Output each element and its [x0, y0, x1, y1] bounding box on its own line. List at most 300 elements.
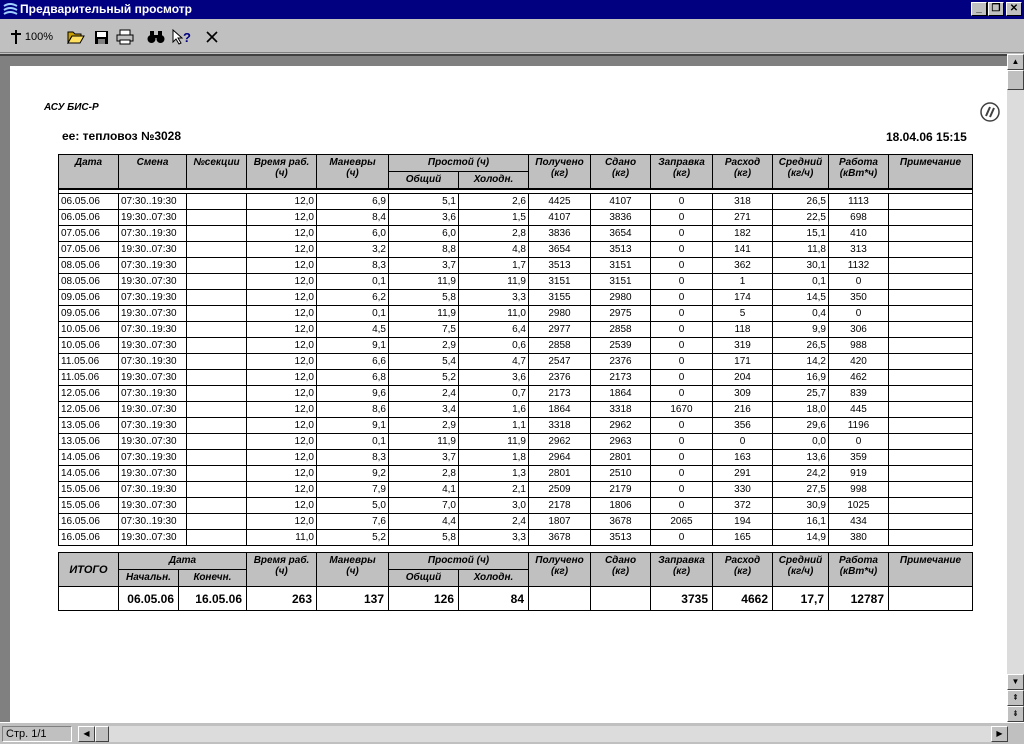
table-cell	[889, 322, 973, 338]
report-printed-at: 18.04.06 15:15	[886, 130, 967, 144]
table-cell: 26,5	[773, 194, 829, 210]
table-cell: 16,1	[773, 514, 829, 530]
table-cell: 2,6	[459, 194, 529, 210]
table-row	[59, 370, 973, 386]
totals-consumption: 4662	[713, 587, 773, 611]
table-cell: 5,4	[389, 354, 459, 370]
totals-row	[59, 587, 973, 611]
totals-col-delivered: Сдано (кг)	[591, 553, 651, 587]
table-cell: 8,3	[317, 258, 389, 274]
table-cell	[889, 258, 973, 274]
window-title: Предварительный просмотр	[20, 2, 192, 16]
table-cell: 1025	[829, 498, 889, 514]
table-cell: 15.05.06	[59, 498, 119, 514]
table-cell: 291	[713, 466, 773, 482]
table-cell: 07:30..19:30	[119, 290, 187, 306]
table-cell	[889, 418, 973, 434]
table-cell: 3678	[529, 530, 591, 546]
totals-idle-total: 126	[389, 587, 459, 611]
status-bar	[0, 722, 1024, 744]
table-cell: 0	[651, 354, 713, 370]
scroll-right-button[interactable]: ▶	[991, 726, 1008, 742]
table-cell: 174	[713, 290, 773, 306]
table-cell: 11,9	[389, 434, 459, 450]
col-received: Получено (кг)	[529, 155, 591, 189]
table-cell: 356	[713, 418, 773, 434]
table-cell: 19:30..07:30	[119, 498, 187, 514]
table-cell: 3513	[591, 242, 651, 258]
table-cell: 3,3	[459, 290, 529, 306]
table-cell: 2980	[529, 306, 591, 322]
close-preview-button[interactable]	[203, 27, 221, 47]
table-cell: 0,1	[317, 434, 389, 450]
context-help-button[interactable]	[170, 27, 192, 47]
table-cell: 07:30..19:30	[119, 194, 187, 210]
table-cell: 11.05.06	[59, 370, 119, 386]
table-cell: 2376	[529, 370, 591, 386]
table-cell: 30,1	[773, 258, 829, 274]
table-cell: 0	[651, 322, 713, 338]
table-cell: 10.05.06	[59, 338, 119, 354]
table-cell: 10.05.06	[59, 322, 119, 338]
table-cell: 0	[651, 418, 713, 434]
horizontal-scroll-thumb[interactable]	[95, 726, 109, 742]
table-cell: 5,8	[389, 530, 459, 546]
table-cell	[187, 274, 247, 290]
open-button[interactable]	[66, 27, 86, 47]
table-cell: 27,5	[773, 482, 829, 498]
scroll-down-button[interactable]: ▼	[1007, 674, 1024, 690]
table-cell	[187, 194, 247, 210]
table-cell: 998	[829, 482, 889, 498]
table-cell: 1,5	[459, 210, 529, 226]
table-cell: 12,0	[247, 210, 317, 226]
table-cell	[889, 210, 973, 226]
table-cell: 3513	[591, 530, 651, 546]
table-cell	[889, 354, 973, 370]
page-down-button[interactable]: ⇟	[1007, 706, 1024, 722]
totals-refuel: 3735	[651, 587, 713, 611]
table-row	[59, 434, 973, 450]
table-cell	[889, 434, 973, 450]
table-cell: 4,5	[317, 322, 389, 338]
table-cell: 1196	[829, 418, 889, 434]
totals-label: ИТОГО	[59, 553, 119, 587]
minimize-button[interactable]: _	[971, 2, 987, 16]
table-cell: 2065	[651, 514, 713, 530]
table-cell: 8,4	[317, 210, 389, 226]
table-cell: 29,6	[773, 418, 829, 434]
table-row	[59, 354, 973, 370]
totals-table	[58, 552, 973, 611]
table-cell: 8,3	[317, 450, 389, 466]
totals-col-work-time: Время раб. (ч)	[247, 553, 317, 587]
table-cell: 16,9	[773, 370, 829, 386]
table-cell: 2,1	[459, 482, 529, 498]
totals-received	[529, 587, 591, 611]
table-cell: 0,4	[773, 306, 829, 322]
table-cell: 0,6	[459, 338, 529, 354]
table-cell: 3,2	[317, 242, 389, 258]
table-cell: 19:30..07:30	[119, 306, 187, 322]
table-cell: 362	[713, 258, 773, 274]
table-cell	[889, 530, 973, 546]
table-cell: 07.05.06	[59, 242, 119, 258]
totals-col-refuel: Заправка (кг)	[651, 553, 713, 587]
table-cell: 2,8	[389, 466, 459, 482]
table-cell	[889, 386, 973, 402]
table-cell: 306	[829, 322, 889, 338]
table-cell: 3,4	[389, 402, 459, 418]
table-cell: 0	[651, 210, 713, 226]
table-cell: 9,2	[317, 466, 389, 482]
table-cell: 2,4	[459, 514, 529, 530]
table-cell: 9,1	[317, 418, 389, 434]
table-cell: 4107	[591, 194, 651, 210]
table-cell: 15,1	[773, 226, 829, 242]
table-cell: 12,0	[247, 354, 317, 370]
table-cell	[187, 530, 247, 546]
table-cell: 2509	[529, 482, 591, 498]
table-cell: 12,0	[247, 306, 317, 322]
table-cell: 204	[713, 370, 773, 386]
table-cell: 445	[829, 402, 889, 418]
table-cell: 1,7	[459, 258, 529, 274]
table-cell: 0	[829, 274, 889, 290]
table-cell: 19:30..07:30	[119, 402, 187, 418]
table-cell: 09.05.06	[59, 306, 119, 322]
totals-col-idle: Простой (ч)	[389, 553, 529, 570]
col-work-time: Время раб. (ч)	[247, 155, 317, 189]
table-cell: 07:30..19:30	[119, 322, 187, 338]
table-cell: 0	[651, 290, 713, 306]
table-row	[59, 226, 973, 242]
table-cell: 3151	[529, 274, 591, 290]
table-cell: 12,0	[247, 274, 317, 290]
col-shift: Смена	[119, 155, 187, 189]
col-idle-total: Общий	[389, 172, 459, 189]
table-cell: 309	[713, 386, 773, 402]
scroll-left-button[interactable]: ◀	[78, 726, 95, 742]
table-cell: 07:30..19:30	[119, 418, 187, 434]
table-cell: 1	[713, 274, 773, 290]
print-button[interactable]	[114, 27, 136, 47]
scroll-up-button[interactable]: ▲	[1007, 54, 1024, 70]
table-cell: 420	[829, 354, 889, 370]
table-cell: 0	[829, 306, 889, 322]
table-cell: 7,0	[389, 498, 459, 514]
table-cell: 12,0	[247, 386, 317, 402]
table-cell: 3,6	[459, 370, 529, 386]
table-cell: 7,6	[317, 514, 389, 530]
table-cell: 11,9	[459, 434, 529, 450]
table-cell: 0	[713, 434, 773, 450]
table-row	[59, 258, 973, 274]
table-cell: 19:30..07:30	[119, 210, 187, 226]
app-logo-icon	[3, 2, 18, 17]
table-cell: 2977	[529, 322, 591, 338]
table-cell: 16.05.06	[59, 514, 119, 530]
table-cell: 19:30..07:30	[119, 370, 187, 386]
table-cell: 5,1	[389, 194, 459, 210]
table-cell: 0	[651, 306, 713, 322]
table-cell: 271	[713, 210, 773, 226]
table-cell: 7,5	[389, 322, 459, 338]
table-cell: 19:30..07:30	[119, 434, 187, 450]
table-cell	[187, 370, 247, 386]
table-cell: 410	[829, 226, 889, 242]
table-cell: 1,8	[459, 450, 529, 466]
table-cell: 3836	[591, 210, 651, 226]
table-cell: 0	[651, 530, 713, 546]
table-cell: 12,0	[247, 226, 317, 242]
table-cell: 22,5	[773, 210, 829, 226]
table-cell	[889, 226, 973, 242]
printer-icon	[116, 29, 134, 45]
table-cell: 1864	[591, 386, 651, 402]
title-bar	[0, 0, 1024, 19]
table-cell: 8,8	[389, 242, 459, 258]
table-cell: 12,0	[247, 402, 317, 418]
table-cell: 5,2	[389, 370, 459, 386]
table-cell: 6,4	[459, 322, 529, 338]
table-cell	[187, 290, 247, 306]
report-locomotive: ее: тепловоз №3028	[62, 129, 182, 143]
totals-col-idle-total: Общий	[389, 570, 459, 587]
vertical-scroll-thumb[interactable]	[1007, 70, 1024, 90]
table-cell: 3318	[529, 418, 591, 434]
table-cell: 0	[651, 370, 713, 386]
table-cell: 0	[651, 434, 713, 450]
totals-energy: 12787	[829, 587, 889, 611]
table-cell: 3678	[591, 514, 651, 530]
table-cell: 3654	[529, 242, 591, 258]
table-cell	[889, 514, 973, 530]
table-cell: 2962	[529, 434, 591, 450]
table-cell: 1806	[591, 498, 651, 514]
table-cell: 5,2	[317, 530, 389, 546]
report-rows	[59, 189, 973, 546]
table-cell: 0	[651, 242, 713, 258]
table-cell: 0,0	[773, 434, 829, 450]
table-row	[59, 514, 973, 530]
table-cell: 2173	[529, 386, 591, 402]
table-cell: 11,8	[773, 242, 829, 258]
totals-start: 06.05.06	[119, 587, 179, 611]
table-cell	[889, 338, 973, 354]
table-cell: 988	[829, 338, 889, 354]
table-cell: 3513	[529, 258, 591, 274]
table-cell: 3,7	[389, 258, 459, 274]
table-row	[59, 418, 973, 434]
table-cell: 3,3	[459, 530, 529, 546]
svg-text:?: ?	[183, 30, 191, 45]
table-cell: 12,0	[247, 418, 317, 434]
table-cell: 1,1	[459, 418, 529, 434]
table-cell	[889, 274, 973, 290]
table-cell: 318	[713, 194, 773, 210]
table-cell: 0	[651, 450, 713, 466]
table-cell: 0	[651, 498, 713, 514]
table-cell: 11,9	[389, 274, 459, 290]
table-cell	[889, 306, 973, 322]
table-row	[59, 210, 973, 226]
col-maneuvers: Маневры (ч)	[317, 155, 389, 189]
floppy-save-icon	[94, 30, 109, 45]
table-cell: 06.05.06	[59, 194, 119, 210]
table-cell: 14.05.06	[59, 466, 119, 482]
table-cell: 2964	[529, 450, 591, 466]
table-cell: 2178	[529, 498, 591, 514]
table-cell: 08.05.06	[59, 258, 119, 274]
page-up-button[interactable]: ⇞	[1007, 690, 1024, 706]
vertical-scrollbar[interactable]	[1007, 54, 1024, 722]
table-cell: 07:30..19:30	[119, 354, 187, 370]
table-cell	[889, 290, 973, 306]
table-cell: 0	[829, 434, 889, 450]
table-cell: 698	[829, 210, 889, 226]
table-cell: 5	[713, 306, 773, 322]
table-row	[59, 530, 973, 546]
table-cell: 359	[829, 450, 889, 466]
table-cell: 0,1	[317, 306, 389, 322]
table-cell: 24,2	[773, 466, 829, 482]
totals-delivered	[591, 587, 651, 611]
col-refuel: Заправка (кг)	[651, 155, 713, 189]
table-cell: 12.05.06	[59, 386, 119, 402]
col-idle-cold: Холодн.	[459, 172, 529, 189]
close-x-icon	[206, 31, 218, 43]
table-cell: 2858	[529, 338, 591, 354]
table-cell: 9,9	[773, 322, 829, 338]
table-cell: 0,1	[773, 274, 829, 290]
table-cell: 4,4	[389, 514, 459, 530]
table-cell: 12,0	[247, 242, 317, 258]
horizontal-scrollbar[interactable]	[78, 726, 1008, 742]
table-cell: 6,0	[317, 226, 389, 242]
table-cell: 4107	[529, 210, 591, 226]
table-cell: 3155	[529, 290, 591, 306]
table-cell: 12,0	[247, 498, 317, 514]
col-date: Дата	[59, 155, 119, 189]
table-cell: 26,5	[773, 338, 829, 354]
table-cell: 2510	[591, 466, 651, 482]
col-note: Примечание	[889, 155, 973, 189]
table-cell: 4,8	[459, 242, 529, 258]
totals-note	[889, 587, 973, 611]
table-cell: 5,8	[389, 290, 459, 306]
close-window-button[interactable]: ✕	[1006, 2, 1022, 16]
restore-button[interactable]: ❐	[988, 2, 1004, 16]
table-cell: 06.05.06	[59, 210, 119, 226]
table-cell: 2980	[591, 290, 651, 306]
table-cell: 1,3	[459, 466, 529, 482]
table-cell: 380	[829, 530, 889, 546]
totals-average: 17,7	[773, 587, 829, 611]
table-cell	[187, 338, 247, 354]
col-energy: Работа (кВт*ч)	[829, 155, 889, 189]
zoom-button[interactable]	[6, 27, 56, 47]
zoom-label: 100%	[24, 31, 54, 43]
table-cell: 07:30..19:30	[119, 386, 187, 402]
table-cell: 118	[713, 322, 773, 338]
preview-canvas	[0, 54, 1007, 722]
totals-col-note: Примечание	[889, 553, 973, 587]
table-cell	[889, 194, 973, 210]
table-cell	[187, 306, 247, 322]
table-cell: 2539	[591, 338, 651, 354]
table-cell: 11,9	[459, 274, 529, 290]
table-cell: 0	[651, 194, 713, 210]
col-idle: Простой (ч)	[389, 155, 529, 172]
table-cell: 0	[651, 482, 713, 498]
table-cell	[889, 498, 973, 514]
table-cell: 14,9	[773, 530, 829, 546]
table-row	[59, 242, 973, 258]
report-org: АСУ БИС-Р	[44, 102, 99, 113]
table-cell: 1113	[829, 194, 889, 210]
table-cell: 2975	[591, 306, 651, 322]
totals-col-consumption: Расход (кг)	[713, 553, 773, 587]
table-cell: 13.05.06	[59, 418, 119, 434]
totals-col-average: Средний (кг/ч)	[773, 553, 829, 587]
table-cell: 319	[713, 338, 773, 354]
table-row	[59, 194, 973, 210]
table-cell: 12,0	[247, 194, 317, 210]
table-cell	[187, 514, 247, 530]
table-cell	[187, 354, 247, 370]
table-cell: 12,0	[247, 290, 317, 306]
table-cell	[187, 498, 247, 514]
table-cell: 0	[651, 258, 713, 274]
totals-maneuvers: 137	[317, 587, 389, 611]
totals-label-cell	[59, 587, 119, 611]
table-cell	[889, 482, 973, 498]
table-cell: 2858	[591, 322, 651, 338]
table-cell: 1670	[651, 402, 713, 418]
find-button[interactable]	[146, 27, 166, 47]
table-cell: 2,9	[389, 418, 459, 434]
table-row	[59, 322, 973, 338]
table-cell: 2963	[591, 434, 651, 450]
save-button[interactable]	[91, 27, 111, 47]
table-cell: 11,0	[459, 306, 529, 322]
table-cell: 19:30..07:30	[119, 466, 187, 482]
table-cell: 07:30..19:30	[119, 450, 187, 466]
col-section: №секции	[187, 155, 247, 189]
table-cell: 171	[713, 354, 773, 370]
table-row	[59, 386, 973, 402]
table-cell: 14,5	[773, 290, 829, 306]
table-cell: 0	[651, 226, 713, 242]
table-cell: 462	[829, 370, 889, 386]
table-cell: 2547	[529, 354, 591, 370]
folder-open-icon	[67, 30, 85, 44]
table-cell: 13,6	[773, 450, 829, 466]
table-cell: 07:30..19:30	[119, 258, 187, 274]
table-row	[59, 306, 973, 322]
table-cell: 07.05.06	[59, 226, 119, 242]
table-cell: 25,7	[773, 386, 829, 402]
col-average: Средний (кг/ч)	[773, 155, 829, 189]
totals-start-header: Начальн.	[119, 570, 179, 587]
table-cell: 12,0	[247, 466, 317, 482]
table-cell: 165	[713, 530, 773, 546]
table-row	[59, 466, 973, 482]
table-cell: 2801	[529, 466, 591, 482]
table-cell: 0,7	[459, 386, 529, 402]
totals-col-idle-cold: Холодн.	[459, 570, 529, 587]
